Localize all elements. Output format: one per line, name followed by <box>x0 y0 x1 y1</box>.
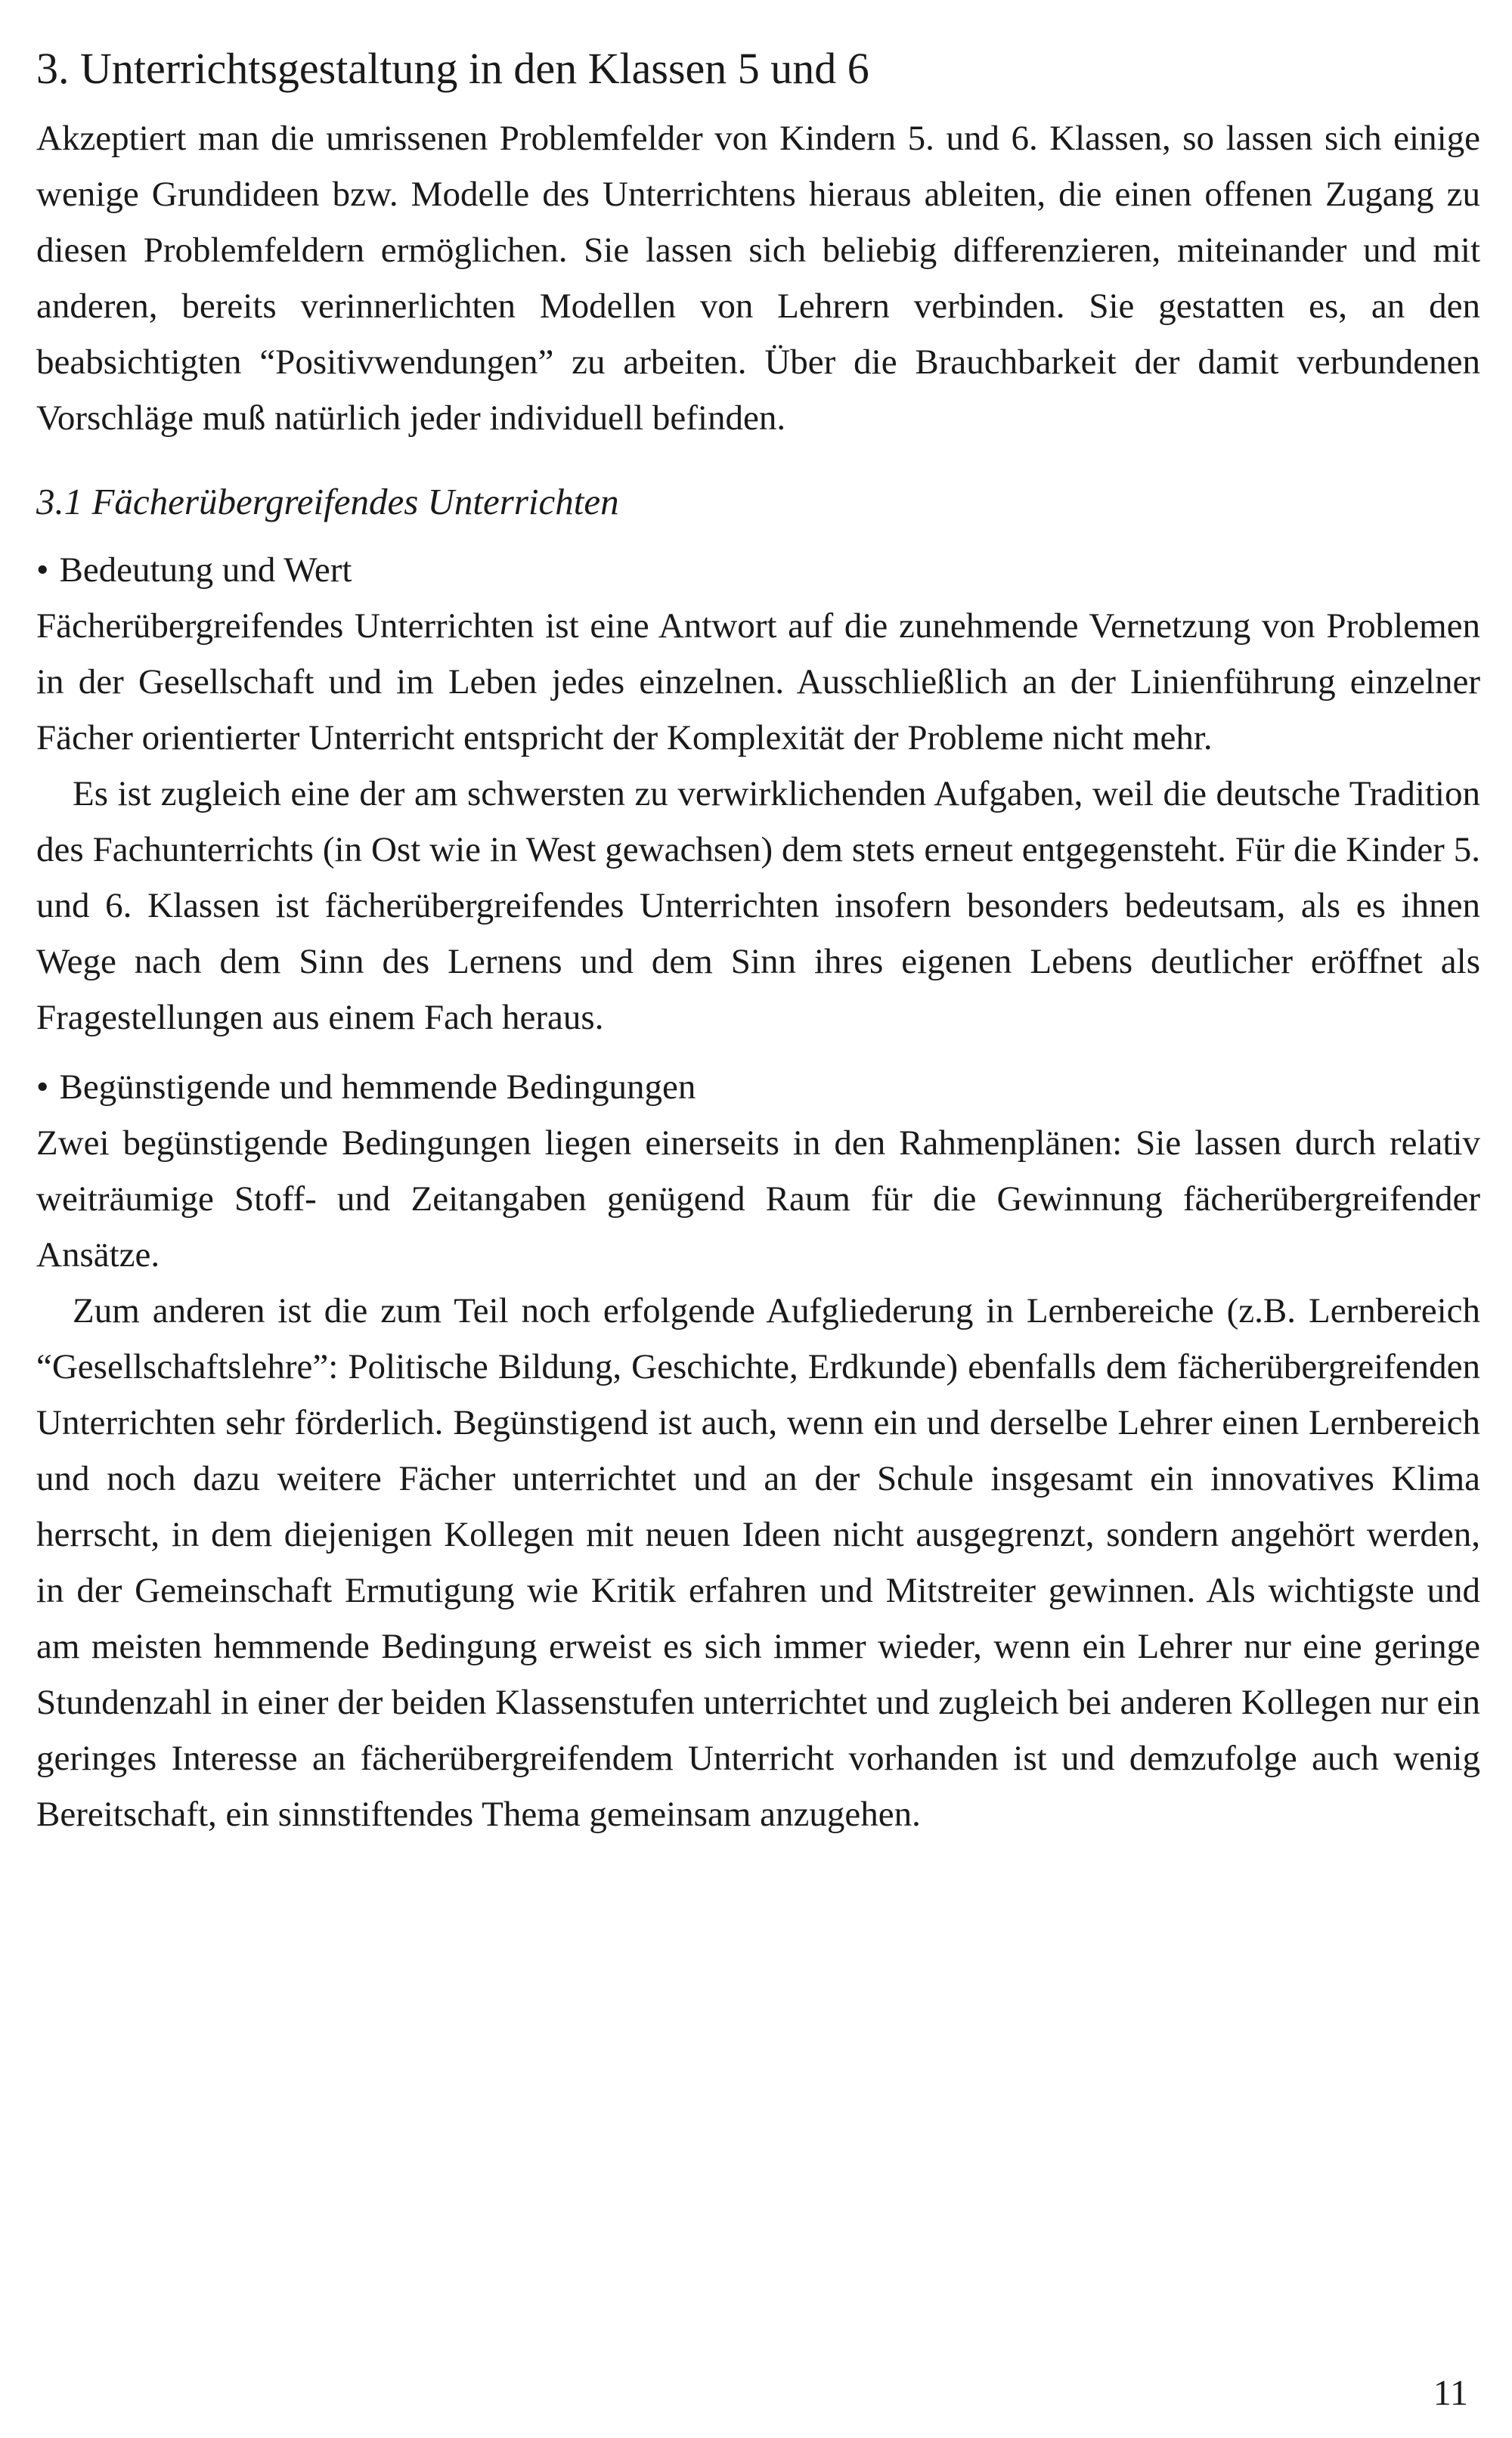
body-paragraph: Zum anderen ist die zum Teil noch erfolgende Aufgliederung in Lernbereiche (z.B. Lernbereich “Gesellschaftslehre”: Politische Bildung, Geschichte, Erdkunde) ebenfalls dem fächerübergreifenden Unterrichten sehr förderlich. Begünstigend ist auch, wenn ein und derselbe Lehrer einen Lernbereich und noch dazu weitere Fächer unterrichtet und an der Schule insgesamt ein innovatives Klima herrscht, in dem diejenigen Kollegen mit neuen Ideen nicht ausgegrenzt, sondern angehört werden, in der Gemeinschaft Ermutigung wie Kritik erfahren und Mitstreiter gewinnen. Als wichtigste und am meisten hemmende Bedingung erweist es sich immer wieder, wenn ein Lehrer nur eine geringe Stundenzahl in einer der beiden Klassenstufen unterrichtet und zugleich bei anderen Kollegen nur ein geringes Interesse an fächerübergreifendem Unterricht vorhanden ist und demzufolge auch wenig Bereitschaft, ein sinnstiftendes Thema gemeinsam anzugehen. <box>36 1291 1480 1835</box>
body-paragraph: Es ist zugleich eine der am schwersten zu verwirklichenden Aufgaben, weil die deutsche Tradition des Fachunterrichts (in Ost wie in West gewachsen) dem stets erneut entgegensteht. Für die Kinder 5. und 6. Klassen ist fächerübergreifendes Unterrichten insofern besonders bedeutsam, als es ihnen Wege nach dem Sinn des Lernens und dem Sinn ihres eigenen Lebens deutlicher eröffnet als Fragestellungen aus einem Fach heraus. <box>36 774 1480 1038</box>
bullet-block-bedeutung <box>36 542 1480 1046</box>
section-title: 3.1 Fächerübergreifendes Unterrichten <box>36 480 619 522</box>
bullet-heading <box>36 542 1480 598</box>
body-paragraph: Fächerübergreifendes Unterrichten ist eine Antwort auf die zunehmende Vernetzung von Problemen in der Gesellschaft und im Leben jedes einzelnen. Ausschließlich an der Linienführung einzelner Fächer orientierter Unterricht entspricht der Komplexität der Probleme nicht mehr. <box>36 606 1480 758</box>
bullet-icon: • <box>36 550 49 590</box>
bullet-heading-text: Begünstigende und hemmende Bedingungen <box>59 1067 696 1107</box>
body-paragraph: Zwei begünstigende Bedingungen liegen einerseits in den Rahmenplänen: Sie lassen durch relativ weiträumige Stoff- und Zeitangaben genügend Raum für die Gewinnung fächerübergreifender Ansätze. <box>36 1123 1480 1275</box>
bullet-icon: • <box>36 1067 49 1107</box>
chapter-title: 3. Unterrichtsgestaltung in den Klassen 5 und 6 <box>36 44 869 93</box>
bullet-heading-text: Bedeutung und Wert <box>59 550 352 590</box>
bullet-block-bedingungen <box>36 1059 1480 1842</box>
chapter-intro-paragraph: Akzeptiert man die umrissenen Problemfelder von Kindern 5. und 6. Klassen, so lassen sich einige wenige Grundideen bzw. Modelle des Unterrichtens hieraus ableiten, die einen offenen Zugang zu diesen Problemfeldern ermöglichen. Sie lassen sich beliebig differenzieren, miteinander und mit anderen, bereits verinnerlichten Modellen von Lehrern verbinden. Sie gestatten es, an den beabsichtigten “Positivwendungen” zu arbeiten. Über die Brauchbarkeit der damit verbundenen Vorschläge muß natürlich jeder individuell befinden. <box>36 118 1480 438</box>
document-page <box>36 42 1480 1842</box>
bullet-heading <box>36 1059 1480 1115</box>
page-number: 11 <box>1433 2373 1468 2413</box>
